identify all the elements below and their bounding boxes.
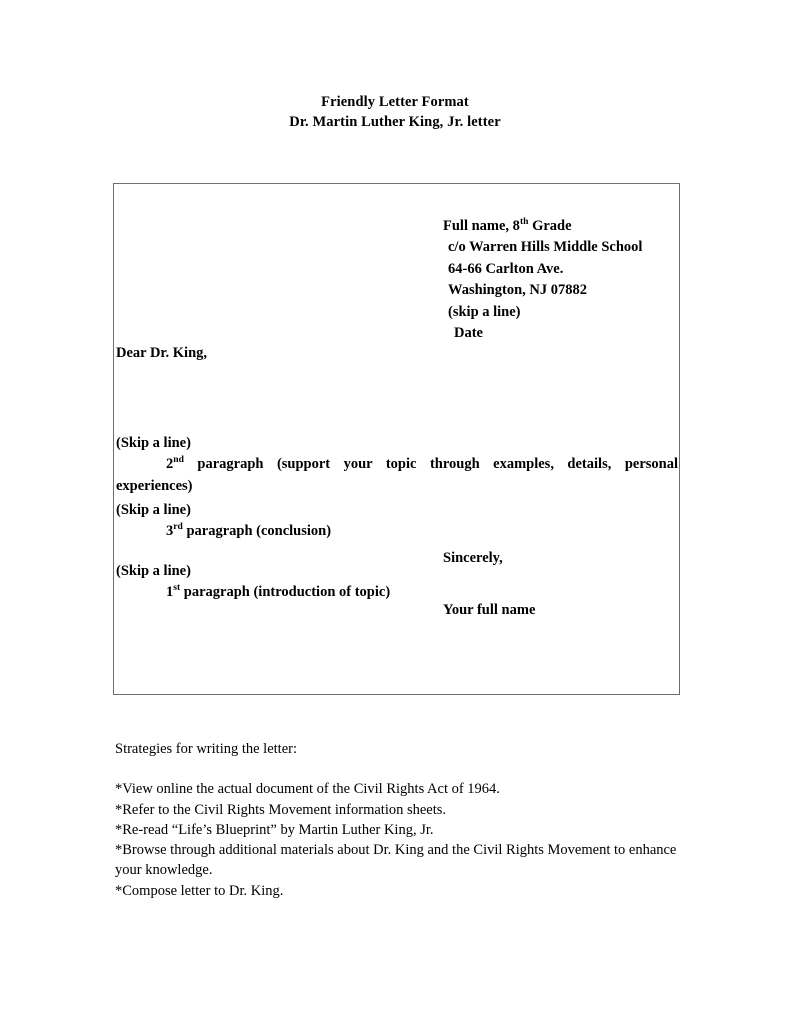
letter-signature-placeholder: Your full name <box>443 602 536 618</box>
paragraph-2-ordinal-suffix: nd <box>173 454 184 466</box>
strategies-heading: Strategies for writing the letter: <box>115 741 298 757</box>
strategy-item: *Refer to the Civil Rights Movement information sheets. <box>115 801 447 818</box>
strategy-item: *View online the actual document of the Civil Rights Act of 1964. <box>115 781 500 798</box>
paragraph-2-skip-note: (Skip a line) <box>116 435 191 451</box>
letter-example-box <box>113 183 680 695</box>
paragraph-3-ordinal-suffix: rd <box>173 521 183 533</box>
strategy-item: *Browse through additional materials about Dr. King and the Civil Rights Movement to enhance your knowledge. <box>115 842 677 879</box>
heading-name-grade-prefix: Full name, 8 <box>443 218 520 234</box>
heading-name-grade-ordinal: th <box>519 216 529 228</box>
paragraph-3-skip-note: (Skip a line) <box>116 502 191 518</box>
letter-content <box>114 184 679 694</box>
letter-valediction: Sincerely, <box>443 550 503 566</box>
paragraph-1-skip-note: (Skip a line) <box>116 563 191 579</box>
paragraph-2-body: paragraph (support your topic through examples, details, personal experiences) <box>116 456 678 494</box>
title-line-primary: Friendly Letter Format <box>321 94 469 110</box>
paragraph-group-3 <box>116 500 679 543</box>
strategies-spacer <box>115 759 685 779</box>
title-line-secondary: Dr. Martin Luther King, Jr. letter <box>289 114 501 130</box>
heading-date-placeholder: Date <box>454 325 483 342</box>
letter-salutation: Dear Dr. King, <box>116 345 208 361</box>
heading-name-grade-suffix: Grade <box>528 218 572 234</box>
letter-heading-block <box>443 216 642 344</box>
strategy-item: *Compose letter to Dr. King. <box>115 882 284 899</box>
heading-city-state-zip: Washington, NJ 07882 <box>448 282 587 299</box>
paragraph-3-body: paragraph (conclusion) <box>182 523 332 540</box>
paragraph-group-1 <box>116 561 679 604</box>
heading-skip-note: (skip a line) <box>448 303 521 320</box>
heading-school: c/o Warren Hills Middle School <box>448 239 643 256</box>
paragraph-3-line <box>116 521 679 542</box>
paragraph-2-ordinal-number: 2 <box>166 456 174 473</box>
heading-street: 64-66 Carlton Ave. <box>448 260 564 277</box>
paragraph-3-ordinal-number: 3 <box>166 523 174 540</box>
paragraph-1-body: paragraph (introduction of topic) <box>180 584 391 601</box>
heading-name-grade <box>443 216 642 237</box>
page-title <box>0 92 790 132</box>
strategies-section <box>115 739 685 901</box>
strategy-item: *Re-read “Life’s Blueprint” by Martin Luther King, Jr. <box>115 821 434 838</box>
paragraph-1-ordinal-suffix: st <box>173 582 181 594</box>
paragraph-1-ordinal-number: 1 <box>166 584 174 601</box>
paragraph-1-line <box>116 582 679 603</box>
